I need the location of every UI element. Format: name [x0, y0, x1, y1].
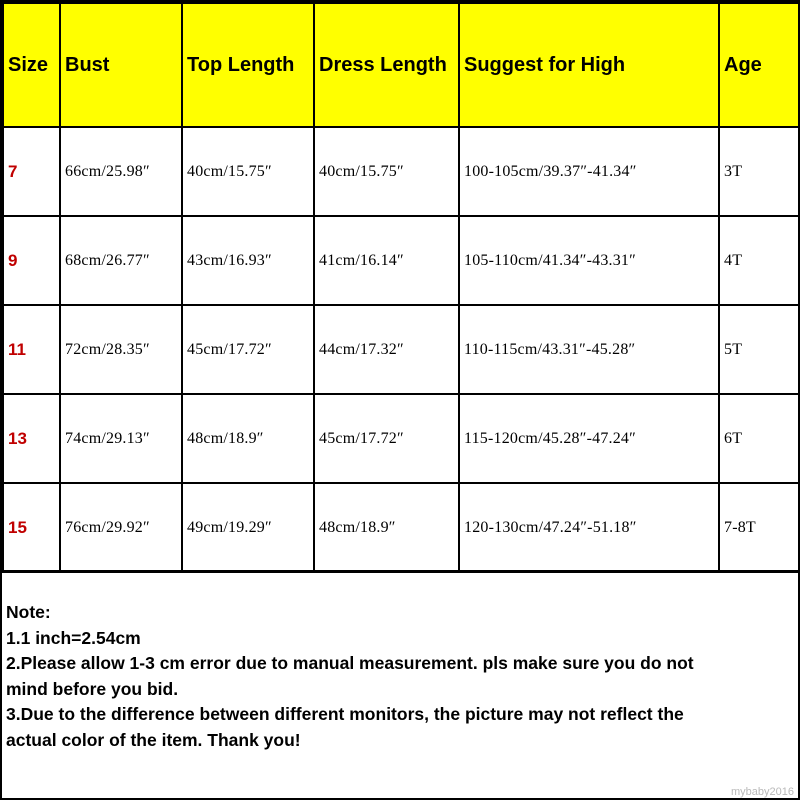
suggest-for-high-cell: 120-130cm/47.24″-51.18″ — [459, 483, 719, 572]
bust-cell: 66cm/25.98″ — [60, 127, 182, 216]
table-row — [3, 483, 799, 572]
note-line: 3.Due to the difference between different monitors, the picture may not reflect the — [6, 704, 684, 724]
header-age: Age — [719, 3, 799, 127]
table-row — [3, 394, 799, 483]
age-cell: 7-8T — [719, 483, 799, 572]
age-cell: 4T — [719, 216, 799, 305]
dress-length-cell: 45cm/17.72″ — [314, 394, 459, 483]
dress-length-cell: 44cm/17.32″ — [314, 305, 459, 394]
suggest-for-high-cell: 110-115cm/43.31″-45.28″ — [459, 305, 719, 394]
top-length-cell: 45cm/17.72″ — [182, 305, 314, 394]
note-line: actual color of the item. Thank you! — [6, 729, 301, 750]
top-length-cell: 43cm/16.93″ — [182, 216, 314, 305]
bust-cell: 72cm/28.35″ — [60, 305, 182, 394]
note-line: 1.1 inch=2.54cm — [6, 627, 141, 648]
watermark: mybaby2016 — [731, 786, 794, 798]
bust-cell: 74cm/29.13″ — [60, 394, 182, 483]
dress-length-cell: 48cm/18.9″ — [314, 483, 459, 572]
header-dress-length: Dress Length — [314, 3, 459, 127]
bust-cell: 76cm/29.92″ — [60, 483, 182, 572]
header-suggest-for-high: Suggest for High — [459, 3, 719, 127]
size-cell: 11 — [3, 305, 60, 394]
top-length-cell: 40cm/15.75″ — [182, 127, 314, 216]
size-cell: 7 — [3, 127, 60, 216]
dress-length-cell: 40cm/15.75″ — [314, 127, 459, 216]
table-row — [3, 127, 799, 216]
top-length-cell: 49cm/19.29″ — [182, 483, 314, 572]
table-row — [3, 216, 799, 305]
header-size: Size — [3, 3, 60, 127]
age-cell: 6T — [719, 394, 799, 483]
age-cell: 5T — [719, 305, 799, 394]
dress-length-cell: 41cm/16.14″ — [314, 216, 459, 305]
suggest-for-high-cell: 115-120cm/45.28″-47.24″ — [459, 394, 719, 483]
note-line: 2.Please allow 1-3 cm error due to manual measurement. pls make sure you do not — [6, 653, 694, 673]
size-cell: 13 — [3, 394, 60, 483]
suggest-for-high-cell: 105-110cm/41.34″-43.31″ — [459, 216, 719, 305]
note-heading: Note: — [6, 602, 51, 622]
header-top-length: Top Length — [182, 3, 314, 127]
age-cell: 3T — [719, 127, 799, 216]
notes-section — [2, 570, 798, 800]
suggest-for-high-cell: 100-105cm/39.37″-41.34″ — [459, 127, 719, 216]
table-row — [3, 305, 799, 394]
header-bust: Bust — [60, 3, 182, 127]
top-length-cell: 48cm/18.9″ — [182, 394, 314, 483]
size-cell: 9 — [3, 216, 60, 305]
note-line: mind before you bid. — [6, 678, 179, 699]
size-cell: 15 — [3, 483, 60, 572]
table-header-row — [3, 3, 799, 127]
bust-cell: 68cm/26.77″ — [60, 216, 182, 305]
size-table — [2, 2, 800, 573]
